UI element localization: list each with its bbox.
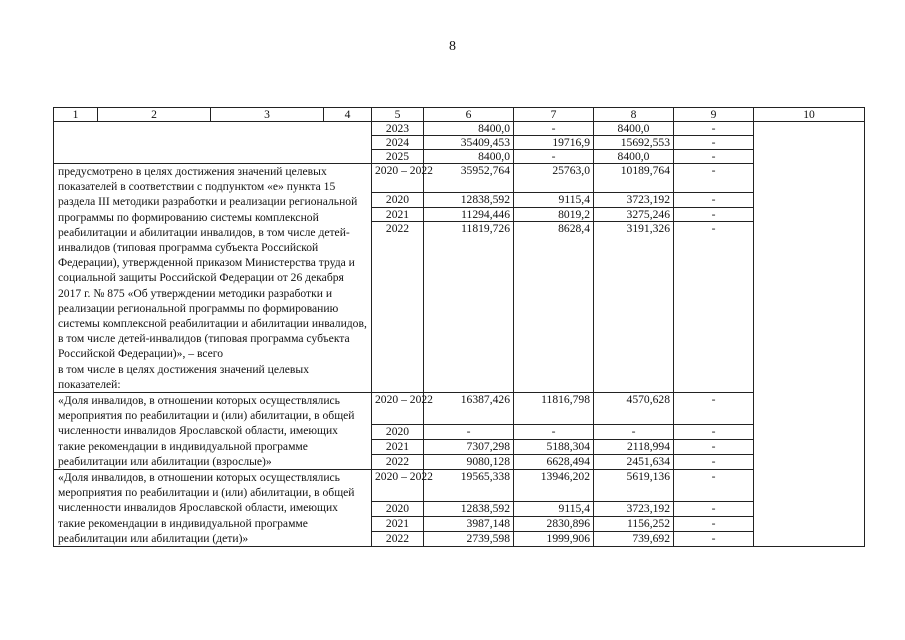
value-cell: 11819,726 <box>424 221 514 392</box>
value-cell: 9115,4 <box>514 193 594 207</box>
value-cell: 8400,0 <box>594 150 674 164</box>
value-cell: 11816,798 <box>514 393 594 424</box>
year-cell: 2022 <box>372 221 424 392</box>
value-cell: 1999,906 <box>514 531 594 546</box>
year-cell: 2020 – 2022 <box>372 164 424 193</box>
description-text: «Доля инвалидов, в отношении которых осуществлялись мероприятия по реабилитации и (или) абилитации, в общей численности инвалидов Ярославской области, имеющих такие рекомендации в индивидуальной программе реабилитации или абилитации (взрослые)» <box>58 394 355 468</box>
year-cell: 2020 – 2022 <box>372 393 424 424</box>
year-cell: 2022 <box>372 531 424 546</box>
value-cell: 7307,298 <box>424 439 514 454</box>
value-cell: 2739,598 <box>424 531 514 546</box>
value-cell: - <box>674 193 754 207</box>
value-cell: 35409,453 <box>424 136 514 150</box>
value-cell: 3191,326 <box>594 221 674 392</box>
value-cell: 13946,202 <box>514 470 594 501</box>
description-text: предусмотрено в целях достижения значений целевых показателей в соответствии с подпунктом «е» пункта 15 раздела III методики разработки и реализации региональной программы по формированию системы комплексной реабилитации и абилитации инвалидов, в том числе детей-инвалидов (типовая программа субъекта Российской Федерации), утвержденной приказом Министерства труда и социальной защиты Российской Федерации от 26 декабря 2017 г. № 875 «Об утверждении методики разработки и реализации региональной программы по формированию системы комплексной реабилитации и абилитации инвалидов, в том числе детей-инвалидов (типовая программа субъекта Российской Федерации)», – всего <box>58 165 367 361</box>
year-cell: 2020 – 2022 <box>372 470 424 501</box>
value-cell: - <box>674 531 754 546</box>
value-cell: 10189,764 <box>594 164 674 193</box>
col10-cell <box>754 122 865 547</box>
header-cell: 3 <box>211 108 324 122</box>
year-cell: 2021 <box>372 207 424 221</box>
value-cell: 2451,634 <box>594 454 674 469</box>
value-cell: 12838,592 <box>424 193 514 207</box>
value-cell: 19565,338 <box>424 470 514 501</box>
value-cell: - <box>674 136 754 150</box>
year-cell: 2020 <box>372 193 424 207</box>
year-cell: 2021 <box>372 516 424 531</box>
year-cell: 2022 <box>372 454 424 469</box>
value-cell: 739,692 <box>594 531 674 546</box>
value-cell: 35952,764 <box>424 164 514 193</box>
value-cell: 3987,148 <box>424 516 514 531</box>
year-cell: 2023 <box>372 122 424 136</box>
value-cell: 15692,553 <box>594 136 674 150</box>
table-row <box>54 470 865 501</box>
value-cell: 11294,446 <box>424 207 514 221</box>
value-cell: - <box>424 424 514 439</box>
value-cell: 12838,592 <box>424 501 514 516</box>
value-cell: - <box>674 470 754 501</box>
year-cell: 2020 <box>372 501 424 516</box>
header-cell: 10 <box>754 108 865 122</box>
year-cell: 2020 <box>372 424 424 439</box>
description-text-2: в том числе в целях достижения значений целевых показателей: <box>58 362 309 391</box>
table-row <box>54 164 865 193</box>
header-cell: 7 <box>514 108 594 122</box>
value-cell: - <box>594 424 674 439</box>
value-cell: 2118,994 <box>594 439 674 454</box>
page-number: 8 <box>449 39 456 54</box>
value-cell: 4570,628 <box>594 393 674 424</box>
value-cell: 25763,0 <box>514 164 594 193</box>
value-cell: - <box>674 207 754 221</box>
value-cell: 6628,494 <box>514 454 594 469</box>
table-row <box>54 393 865 424</box>
header-cell: 1 <box>54 108 98 122</box>
value-cell: - <box>674 221 754 392</box>
value-cell: - <box>674 516 754 531</box>
header-cell: 8 <box>594 108 674 122</box>
value-cell: - <box>674 501 754 516</box>
header-cell: 4 <box>324 108 372 122</box>
value-cell: 8628,4 <box>514 221 594 392</box>
header-cell: 9 <box>674 108 754 122</box>
description-cell <box>54 470 372 547</box>
value-cell: 1156,252 <box>594 516 674 531</box>
description-text: «Доля инвалидов, в отношении которых осуществлялись мероприятия по реабилитации и (или) абилитации, в общей численности инвалидов Ярославской области, имеющих такие рекомендации в индивидуальной программе реабилитации или абилитации (дети)» <box>58 471 355 545</box>
header-cell: 2 <box>98 108 211 122</box>
value-cell: 8400,0 <box>424 122 514 136</box>
header-cell: 6 <box>424 108 514 122</box>
value-cell: 2830,896 <box>514 516 594 531</box>
value-cell: - <box>674 164 754 193</box>
value-cell: - <box>674 122 754 136</box>
value-cell: - <box>674 439 754 454</box>
value-cell: 19716,9 <box>514 136 594 150</box>
value-cell: 5188,304 <box>514 439 594 454</box>
year-cell: 2025 <box>372 150 424 164</box>
value-cell: 8019,2 <box>514 207 594 221</box>
description-cell <box>54 393 372 470</box>
value-cell: - <box>514 424 594 439</box>
value-cell: - <box>674 454 754 469</box>
value-cell: 3723,192 <box>594 193 674 207</box>
budget-table <box>53 107 865 547</box>
value-cell: 16387,426 <box>424 393 514 424</box>
year-cell: 2024 <box>372 136 424 150</box>
blank-cell <box>54 122 372 164</box>
value-cell: 8400,0 <box>594 122 674 136</box>
year-cell: 2021 <box>372 439 424 454</box>
value-cell: 3723,192 <box>594 501 674 516</box>
value-cell: - <box>674 393 754 424</box>
value-cell: - <box>514 150 594 164</box>
table-row <box>54 122 865 136</box>
value-cell: 5619,136 <box>594 470 674 501</box>
value-cell: 9080,128 <box>424 454 514 469</box>
value-cell: - <box>514 122 594 136</box>
value-cell: 8400,0 <box>424 150 514 164</box>
value-cell: - <box>674 424 754 439</box>
value-cell: 3275,246 <box>594 207 674 221</box>
header-row <box>54 108 865 122</box>
value-cell: - <box>674 150 754 164</box>
header-cell: 5 <box>372 108 424 122</box>
value-cell: 9115,4 <box>514 501 594 516</box>
description-cell <box>54 164 372 393</box>
